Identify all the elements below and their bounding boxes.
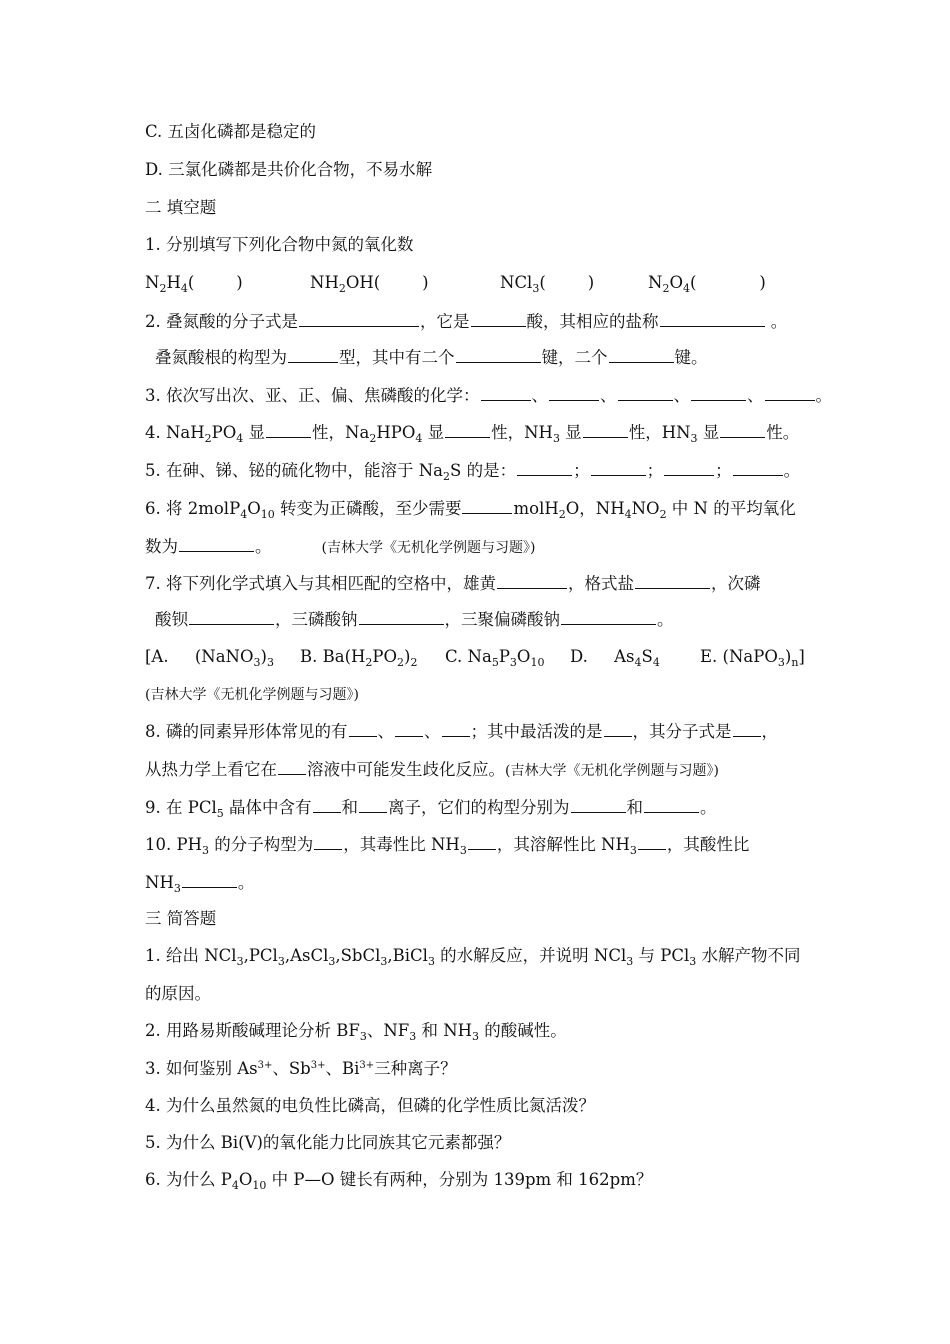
answer-blank[interactable]: [517, 458, 572, 476]
answer-blank[interactable]: [442, 719, 470, 737]
answer-blank[interactable]: [765, 383, 815, 401]
fill-question-8-cont: 从热力学上看它在 溶液中可能发生歧化反应。(吉林大学《无机化学例题与习题》): [145, 757, 845, 783]
answer-blank[interactable]: [288, 345, 338, 363]
answer-blank[interactable]: [549, 383, 599, 401]
answer-blank[interactable]: [456, 345, 541, 363]
answer-blank[interactable]: [660, 309, 765, 327]
answer-blank[interactable]: [359, 795, 387, 813]
answer-blank[interactable]: [571, 795, 626, 813]
answer-blank[interactable]: [468, 832, 496, 850]
fill-question-1: 1. 分别填写下列化合物中氮的氧化数: [145, 235, 414, 254]
fill-question-7-options: [A. $(NaNO_3)_3$ B. $Ba(H_2PO_2)_2$ C. $Na_5P_3O_{10}$ D. $As_4S_4$ E. $(NaPO_3)_n$]: [145, 647, 805, 669]
answer-blank[interactable]: [359, 607, 444, 625]
answer-blank[interactable]: [395, 719, 423, 737]
answer-blank[interactable]: [591, 458, 646, 476]
choice-option-c: C. 五卤化磷都是稳定的: [145, 122, 317, 141]
answer-blank[interactable]: [314, 832, 342, 850]
answer-blank[interactable]: [561, 607, 656, 625]
answer-blank[interactable]: [182, 870, 237, 888]
fill-question-1-compounds: $N_2H_4$( ) $NH_2OH$( ) NCl$_3$( ) $N_2O_4$( ): [145, 273, 766, 295]
answer-blank[interactable]: [299, 309, 419, 327]
answer-blank[interactable]: [644, 795, 699, 813]
fill-question-10: 10. $PH_3$ 的分子构型为 ，其毒性比 $NH_3$ ，其溶解性比 $NH_3$ ，其酸性比: [145, 832, 845, 857]
fill-question-2: 2. 叠氮酸的分子式是 ，它是 酸，其相应的盐称 。: [145, 309, 845, 334]
short-question-1-cont: 的原因。: [145, 984, 211, 1003]
answer-blank[interactable]: [481, 383, 531, 401]
fill-question-4: 4. $NaH_2PO_4$ 显 性，$Na_2HPO_4$ 显 性，$NH_3$ 显 性，$HN_3$ 显 性。: [145, 420, 845, 445]
short-question-4: 4. 为什么虽然氮的电负性比磷高，但磷的化学性质比氮活泼？: [145, 1096, 595, 1115]
short-question-3: 3. 如何鉴别 $As^{3+}$、$Sb^{3+}$、$Bi^{3+}$三种离子？: [145, 1059, 457, 1078]
fill-question-5: 5. 在砷、锑、铋的硫化物中，能溶于 $Na_2S$ 的是： ； ； ； 。: [145, 458, 845, 483]
answer-blank[interactable]: [618, 383, 673, 401]
answer-blank[interactable]: [583, 420, 628, 438]
fill-question-9: 9. 在 PCl$_5$ 晶体中含有 和 离子，它们的构型分别为 和 。: [145, 795, 845, 820]
source-citation: (吉林大学《无机化学例题与习题》): [145, 687, 359, 703]
fill-question-3: 3. 依次写出次、亚、正、偏、焦磷酸的化学： 、 、 、 、 。: [145, 383, 845, 408]
answer-blank[interactable]: [635, 571, 710, 589]
answer-blank[interactable]: [733, 719, 761, 737]
source-citation: (吉林大学《无机化学例题与习题》): [321, 540, 536, 556]
source-citation: (吉林大学《无机化学例题与习题》): [505, 763, 719, 779]
fill-question-6-cont: 数为 。 (吉林大学《无机化学例题与习题》): [145, 534, 845, 560]
answer-blank[interactable]: [313, 795, 341, 813]
answer-blank[interactable]: [638, 832, 666, 850]
answer-blank[interactable]: [471, 309, 526, 327]
answer-blank[interactable]: [497, 571, 567, 589]
answer-blank[interactable]: [609, 345, 674, 363]
answer-blank[interactable]: [266, 420, 311, 438]
short-question-5: 5. 为什么 Bi(Ⅴ)的氧化能力比同族其它元素都强？: [145, 1133, 511, 1152]
section-title-fill-in: 二 填空题: [145, 198, 217, 217]
answer-blank[interactable]: [189, 607, 274, 625]
fill-question-7-cont: 酸钡 ，三磷酸钠 ，三聚偏磷酸钠 。: [155, 607, 855, 632]
answer-blank[interactable]: [664, 458, 714, 476]
section-title-short-answer: 三 简答题: [145, 909, 217, 928]
answer-blank[interactable]: [349, 719, 377, 737]
short-question-6: 6. 为什么 $P_4O_{10}$ 中 P—O 键长有两种，分别为 139pm 和 162pm？: [145, 1170, 653, 1192]
answer-blank[interactable]: [720, 420, 765, 438]
fill-question-7: 7. 将下列化学式填入与其相匹配的空格中，雄黄 ，格式盐 ，次磷: [145, 571, 845, 596]
answer-blank[interactable]: [445, 420, 490, 438]
answer-blank[interactable]: [691, 383, 746, 401]
fill-question-6: 6. 将 $2molP_4O_{10}$ 转变为正磷酸，至少需要 molH$_2$O，$NH_4NO_2$ 中 N 的平均氧化: [145, 496, 845, 521]
fill-question-10-cont: $NH_3$ 。: [145, 870, 845, 895]
fill-question-2-cont: 叠氮酸根的构型为 型，其中有二个 键，二个 键。: [155, 345, 855, 370]
answer-blank[interactable]: [278, 757, 306, 775]
answer-blank[interactable]: [462, 496, 512, 514]
short-question-1: 1. 给出 NCl$_3$,PCl$_3$,AsCl$_3$,SbCl$_3$,BiCl$_3$ 的水解反应，并说明 NCl$_3$ 与 PCl$_3$ 水解产物不同: [145, 946, 801, 968]
answer-blank[interactable]: [604, 719, 632, 737]
short-question-2: 2. 用路易斯酸碱理论分析 $BF_3$、$NF_3$ 和 $NH_3$ 的酸碱性。: [145, 1021, 567, 1043]
fill-question-8: 8. 磷的同素异形体常见的有 、 、 ；其中最活泼的是 ，其分子式是 ，: [145, 719, 845, 744]
answer-blank[interactable]: [179, 534, 254, 552]
choice-option-d: D. 三氯化磷都是共价化合物，不易水解: [145, 160, 433, 179]
answer-blank[interactable]: [733, 458, 783, 476]
